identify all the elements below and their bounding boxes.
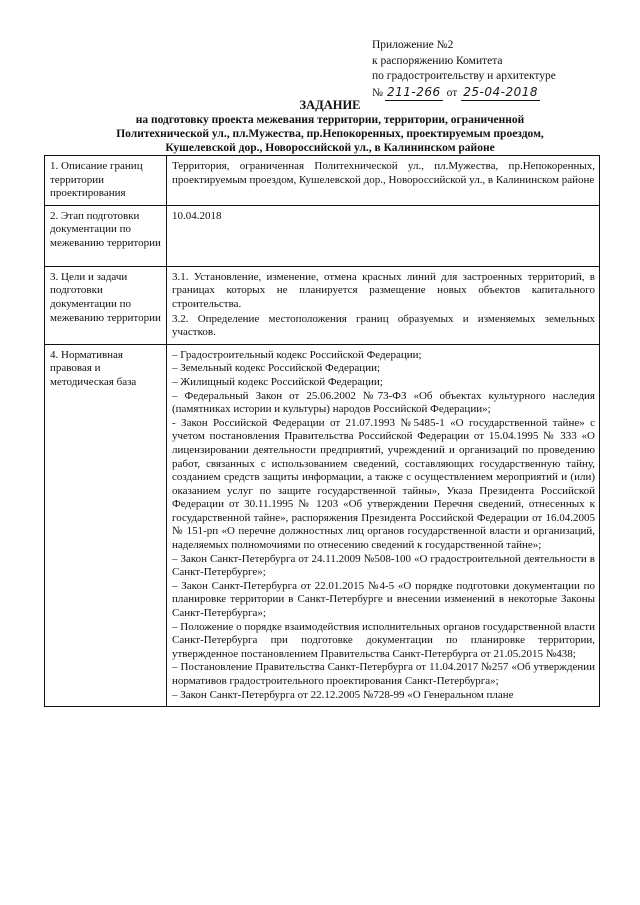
list-item: - Закон Российской Федерации от 21.07.1993 №5485-1 «О государственной тайне» с учетом постановления Правительства Российской Федерации от 15.04.1995 № 333 «О лицензировании деятельности предприятий, учреждений и организаций по проведению работ, связанных с использованием сведений, составляющих государственную тайну, созданием средств защиты информации, а также с осуществлением мероприятий и (или) оказанием услуг по защите государственной тайны», Указа Президента Российской Федерации от 30.11.1995 № 1203 «Об утверждении Перечня сведений, отнесенных к государственной тайне», распоряжения Президента Российской Федерации от 16.04.2005 № 151-рп «О перечне должностных лиц органов государственной власти и организаций, наделяемых полномочиями по отнесению сведений к государственной тайне»; (172, 416, 595, 552)
table-row (45, 156, 600, 206)
task-table (44, 155, 600, 707)
handwritten-order-number: 211-266 (385, 85, 443, 102)
row-value (167, 156, 600, 206)
list-item: – Закон Санкт-Петербурга от 22.01.2015 №4-5 «О порядке подготовки документации по планировке территории в Санкт-Петербурге и внесении изменений в некоторые Законы Санкт-Петербурга»; (172, 579, 595, 620)
row-value (167, 344, 600, 706)
list-item: – Федеральный Закон от 25.06.2002 №73-ФЗ «Об объектах культурного наследия (памятниках истории и культуры) народов Российской Федерации»; (172, 389, 595, 416)
handwritten-order-date: 25-04-2018 (461, 85, 540, 102)
list-item: – Закон Санкт-Петербурга от 22.12.2005 №728-99 «О Генеральном плане (172, 688, 514, 701)
paragraph: 3.2. Определение местоположения границ образуемых и изменяемых земельных участков. (172, 312, 595, 339)
table-row (45, 205, 600, 266)
row-label: 1. Описание границ территории проектирования (45, 156, 167, 206)
number-sign: № (372, 86, 383, 99)
row-value (167, 205, 600, 266)
appendix-line-1: Приложение №2 (372, 39, 454, 51)
paragraph: Территория, ограниченная Политехнической ул., пл.Мужества, пр.Непокоренных, проектируемым проездом, Кушелевской дор., Новороссийской ул., в Калининском районе (172, 160, 595, 186)
list-item: – Постановление Правительства Санкт-Петербурга от 11.04.2017 №257 «Об утверждении нормативов градостроительного проектирования Санкт-Петербурга»; (172, 661, 595, 687)
list-item: – Земельный кодекс Российской Федерации; (172, 362, 381, 375)
table-row (45, 344, 600, 706)
appendix-line-3: по градостроительству и архитектуре (372, 70, 556, 82)
row-label: 4. Нормативная правовая и методическая база (45, 344, 167, 706)
row-label: 2. Этап подготовки документации по межеванию территории (45, 205, 167, 266)
from-word: от (446, 86, 458, 99)
paragraph: 10.04.2018 (172, 209, 222, 222)
document-title: ЗАДАНИЕ (299, 98, 361, 112)
appendix-line-2: к распоряжению Комитета (372, 54, 503, 67)
appendix-block (372, 38, 612, 101)
list-item: – Закон Санкт-Петербурга от 24.11.2009 №508-100 «О градостроительной деятельности в Санкт-Петербурге»; (172, 552, 595, 579)
heading-line-1: на подготовку проекта межевания территории, территории, ограниченной (135, 114, 525, 126)
heading-line-2: Политехнической ул., пл.Мужества, пр.Непокоренных, проектируемым проездом, (116, 128, 544, 140)
table-row (45, 266, 600, 344)
heading-line-3: Кушелевской дор., Новороссийской ул., в Калининском районе (165, 142, 495, 154)
paragraph: 3.1. Установление, изменение, отмена красных линий для застроенных территорий, в границах которых не планируется размещение новых объектов капитального строительства. (172, 270, 595, 310)
list-item: – Положение о порядке взаимодействия исполнительных органов государственной власти Санкт-Петербурга при подготовке документации по планировке территории, утвержденное постановлением Правительства Санкт-Петербурга от 21.05.2015 №438; (172, 620, 595, 660)
document-heading (60, 98, 600, 155)
row-value (167, 266, 600, 344)
list-item: – Жилищный кодекс Российской Федерации; (172, 375, 383, 388)
row-label: 3. Цели и задачи подготовки документации по межеванию территории (45, 266, 167, 344)
list-item: – Градостроительный кодекс Российской Федерации; (172, 348, 422, 361)
